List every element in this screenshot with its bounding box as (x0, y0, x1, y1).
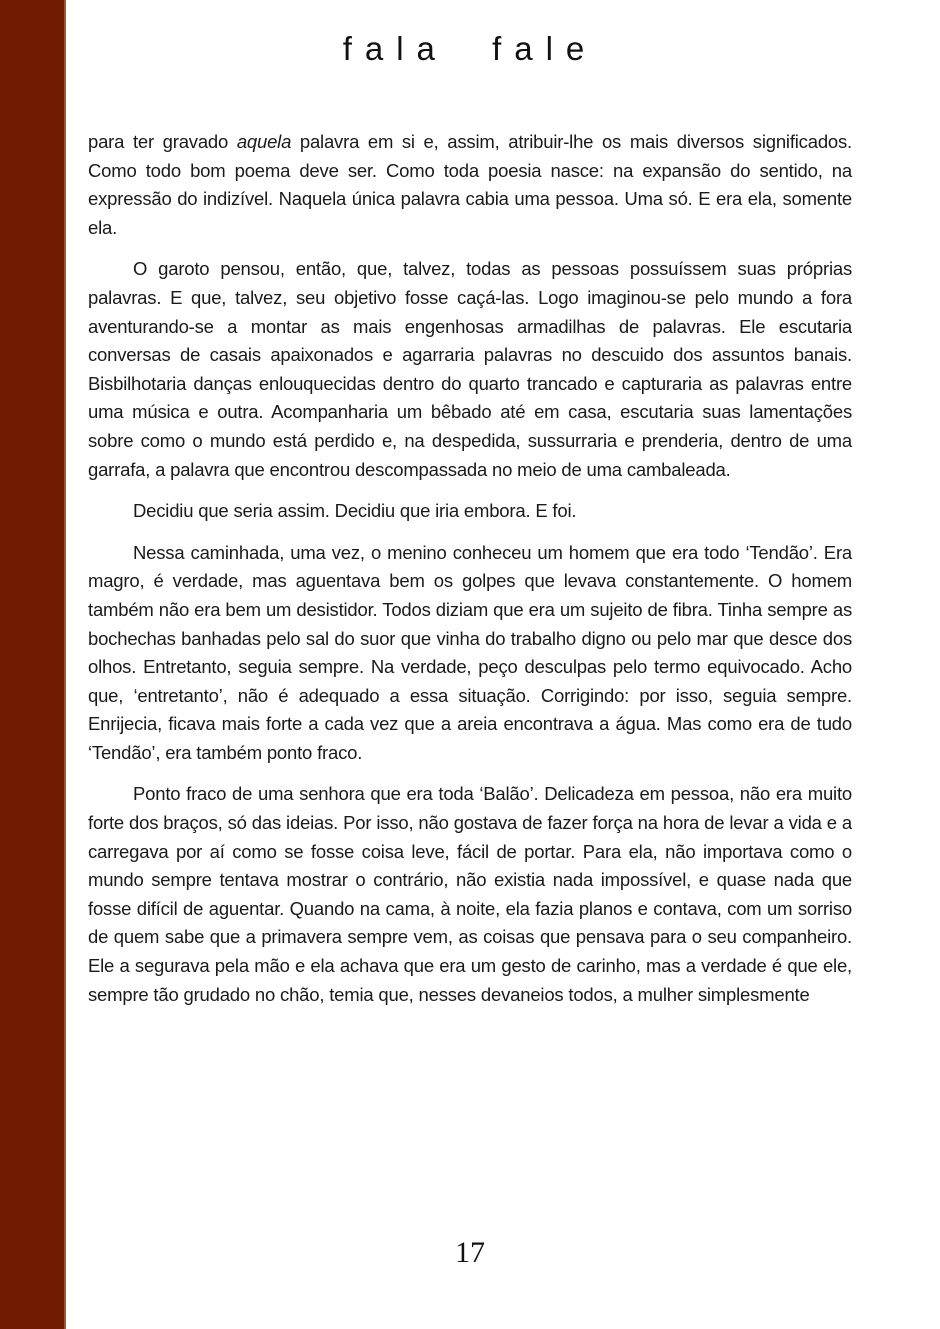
italic-word: aquela (236, 131, 292, 152)
paragraph: Decidiu que seria assim. Decidiu que iria embora. E foi. (133, 500, 577, 522)
page-number: 17 (455, 1236, 485, 1269)
page-content (88, 0, 852, 1022)
paragraph: Nessa caminhada, uma vez, o menino conheceu um homem que era todo ‘Tendão’. Era magro, é verdade, mas aguentava bem os golpes que levava constantemente. O homem também não era bem um desistidor. Todos diziam que era um sujeito de fibra. Tinha sempre as bochechas banhadas pelo sal do suor que vinha do trabalho digno ou pelo mar que desce dos olhos. Entretanto, seguia sempre. Na verdade, peço desculpas pelo termo equivocado. Acho que, ‘entretanto’, não é adequado a essa situação. Corrigindo: por isso, seguia sempre. Enrijecia, ficava mais forte a cada vez que a areia encontrava a água. Mas como era de tudo ‘Tendão’, era também ponto fraco. (88, 541, 852, 763)
paragraph: O garoto pensou, então, que, talvez, todas as pessoas possuíssem suas próprias palavras. E que, talvez, seu objetivo fosse caçá-las. Logo imaginou-se pelo mundo a fora aventurando-se a montar as mais engenhosas armadilhas de palavras. Ele escutaria conversas de casais apaixonados e agarraria palavras no descuido dos assuntos banais. Bisbilhotaria danças enlouquecidas dentro do quarto trancado e capturaria as palavras entre uma música e outra. Acompanharia um bêbado até em casa, escutaria suas lamentações sobre como o mundo está perdido e, na despedida, sussurraria e prenderia, dentro de uma garrafa, a palavra que encontrou descompassada no meio de uma cambaleada. (88, 258, 852, 480)
paragraph-text: para ter gravado (88, 131, 237, 152)
chapter-title: fala fale (342, 30, 598, 67)
body-text (88, 128, 852, 1009)
paragraph-opening (88, 128, 852, 242)
paragraph: Ponto fraco de uma senhora que era toda ‘Balão’. Delicadeza em pessoa, não era muito forte dos braços, só das ideias. Por isso, não gostava de fazer força na hora de levar a vida e a carregava por aí como se fosse coisa leve, fácil de portar. Para ela, não importava como o mundo sempre tentava mostrar o contrário, não existia nada impossível, e quase nada que fosse difícil de aguentar. Quando na cama, à noite, ela fazia planos e contava, com um sorriso de quem sabe que a primavera sempre vem, as coisas que pensava para o seu companheiro. Ele a segurava pela mão e ela achava que era um gesto de carinho, mas a verdade é que ele, sempre tão grudado no chão, temia que, nesses devaneios todos, a mulher simplesmente (88, 783, 852, 1005)
spine-stripe (0, 0, 64, 1329)
paragraph-text: palavra em si e, assim, atribuir-lhe os mais diversos significados. Como todo bom poema deve ser. Como toda poesia nasce: na expansão do sentido, na expressão do indizível. Naquela única palavra cabia uma pessoa. Uma só. E era ela, somente ela. (88, 131, 852, 238)
